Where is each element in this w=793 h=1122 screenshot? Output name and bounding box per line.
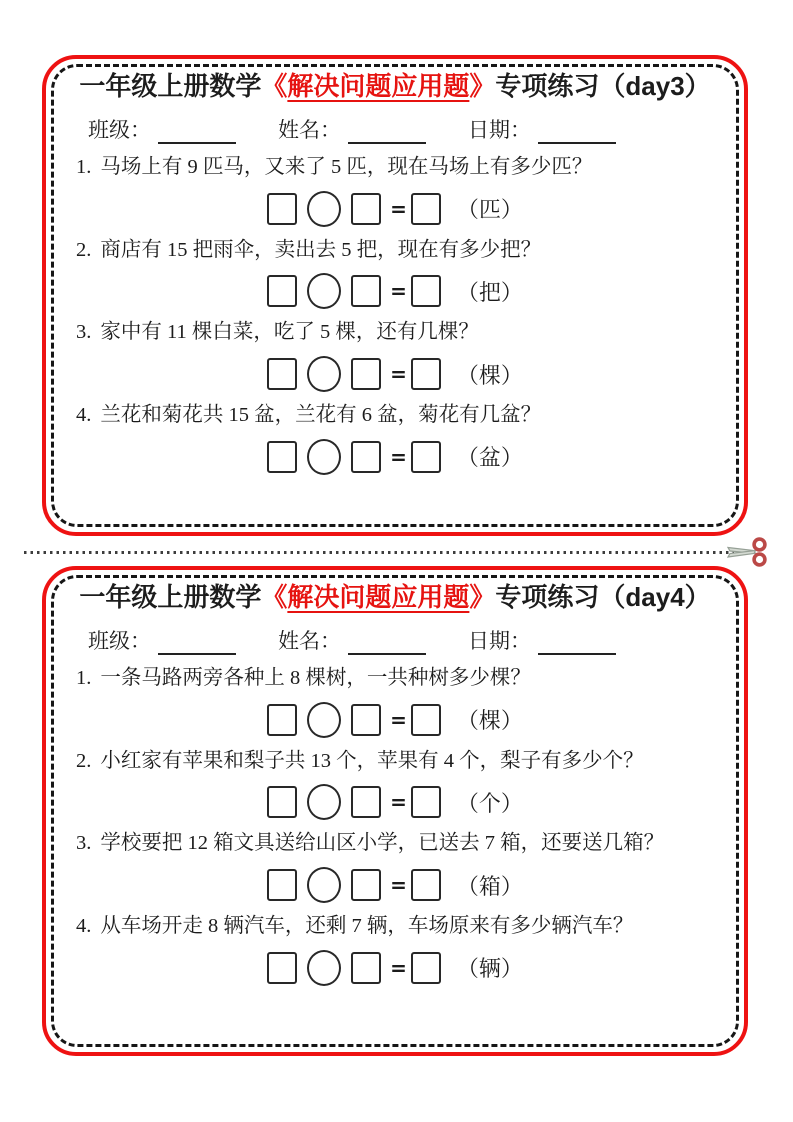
title-suffix: 专项练习（day4） — [495, 582, 711, 612]
field-name-blank — [348, 120, 426, 144]
problem-number: 4. — [76, 915, 92, 938]
answer-box-result — [411, 786, 441, 818]
problem-text: 2. 小红家有苹果和梨子共 13 个，苹果有 4 个，梨子有多少个？ — [76, 749, 644, 772]
equals-sign: = — [390, 196, 407, 221]
field-name-label: 姓名： — [278, 629, 341, 654]
equals-sign: = — [390, 955, 407, 980]
equals-sign: = — [390, 873, 407, 898]
answer-box-first — [267, 193, 297, 225]
equation-row — [70, 356, 720, 392]
answer-box-result — [411, 358, 441, 390]
unit-label: （匹） — [456, 197, 523, 223]
answer-box-second — [351, 952, 381, 984]
field-class — [88, 625, 236, 655]
problem-4 — [70, 403, 720, 475]
title-suffix: 专项练习（day3） — [495, 71, 711, 101]
problem-number: 1. — [76, 667, 92, 690]
operator-circle — [307, 273, 341, 309]
problem-2 — [70, 238, 720, 310]
field-date — [468, 114, 616, 144]
problem-text: 1. 马场上有 9 匹马，又来了 5 匹，现在马场上有多少匹？ — [76, 156, 593, 179]
problem-text: 4. 兰花和菊花共 15 盆，兰花有 6 盆，菊花有几盆？ — [76, 404, 542, 427]
title-prefix: 一年级上册数学 — [79, 582, 262, 612]
field-name — [278, 114, 426, 144]
field-date-blank — [538, 631, 616, 655]
title-highlight: 《解决问题应用题》 — [261, 71, 496, 101]
operator-circle — [307, 356, 341, 392]
answer-box-first — [267, 441, 297, 473]
unit-label: （个） — [456, 790, 523, 816]
equation-row — [70, 950, 720, 986]
answer-box-result — [411, 952, 441, 984]
field-class-blank — [158, 631, 236, 655]
title-prefix: 一年级上册数学 — [79, 71, 262, 101]
problem-text: 3. 家中有 11 棵白菜，吃了 5 棵，还有几棵？ — [76, 321, 479, 344]
operator-circle — [307, 702, 341, 738]
equation-row — [70, 702, 720, 738]
worksheet-card-day4 — [42, 566, 748, 1056]
equation-row — [70, 867, 720, 903]
cut-line — [24, 534, 771, 570]
unit-label: （把） — [456, 279, 523, 305]
answer-box-second — [351, 441, 381, 473]
unit-label: （箱） — [456, 873, 523, 899]
problem-number: 3. — [76, 321, 92, 344]
worksheet-card-day3 — [42, 55, 748, 536]
header-fields — [88, 625, 720, 655]
title-highlight: 《解决问题应用题》 — [261, 582, 496, 612]
field-class-blank — [158, 120, 236, 144]
operator-circle — [307, 950, 341, 986]
problem-4 — [70, 914, 720, 986]
field-class — [88, 114, 236, 144]
equation-row — [70, 191, 720, 227]
problem-text: 3. 学校要把 12 箱文具送给山区小学，已送去 7 箱，还要送几箱？ — [76, 832, 665, 855]
field-date-blank — [538, 120, 616, 144]
equals-sign: = — [390, 444, 407, 469]
field-name-blank — [348, 631, 426, 655]
equation-row — [70, 784, 720, 820]
problem-1 — [70, 155, 720, 227]
problem-number: 4. — [76, 404, 92, 427]
operator-circle — [307, 867, 341, 903]
scissors-icon — [727, 535, 769, 569]
header-fields — [88, 114, 720, 144]
field-name-label: 姓名： — [278, 118, 341, 143]
unit-label: （辆） — [456, 956, 523, 982]
answer-box-first — [267, 704, 297, 736]
problem-number: 2. — [76, 238, 92, 261]
answer-box-second — [351, 869, 381, 901]
problem-1 — [70, 666, 720, 738]
field-name — [278, 625, 426, 655]
operator-circle — [307, 439, 341, 475]
answer-box-first — [267, 358, 297, 390]
answer-box-second — [351, 358, 381, 390]
answer-box-result — [411, 193, 441, 225]
field-class-label: 班级： — [88, 118, 151, 143]
problem-3 — [70, 320, 720, 392]
problem-number: 3. — [76, 832, 92, 855]
equation-row — [70, 273, 720, 309]
answer-box-second — [351, 704, 381, 736]
problem-3 — [70, 831, 720, 903]
answer-box-second — [351, 193, 381, 225]
problem-number: 2. — [76, 749, 92, 772]
answer-box-first — [267, 275, 297, 307]
equals-sign: = — [390, 790, 407, 815]
answer-box-second — [351, 786, 381, 818]
field-date-label: 日期： — [468, 629, 531, 654]
equals-sign: = — [390, 707, 407, 732]
unit-label: （棵） — [456, 362, 523, 388]
equals-sign: = — [390, 279, 407, 304]
field-class-label: 班级： — [88, 629, 151, 654]
answer-box-first — [267, 786, 297, 818]
problem-text: 2. 商店有 15 把雨伞，卖出去 5 把，现在有多少把？ — [76, 238, 542, 261]
field-date-label: 日期： — [468, 118, 531, 143]
answer-box-result — [411, 869, 441, 901]
unit-label: （棵） — [456, 708, 523, 734]
dotted-cut-line — [24, 551, 734, 554]
problem-text: 4. 从车场开走 8 辆汽车，还剩 7 辆，车场原来有多少辆汽车？ — [76, 915, 634, 938]
answer-box-second — [351, 275, 381, 307]
problem-number: 1. — [76, 156, 92, 179]
card-title — [70, 582, 720, 613]
unit-label: （盆） — [456, 445, 523, 471]
card-title — [70, 71, 720, 102]
answer-box-result — [411, 704, 441, 736]
equation-row — [70, 439, 720, 475]
operator-circle — [307, 784, 341, 820]
answer-box-first — [267, 869, 297, 901]
field-date — [468, 625, 616, 655]
answer-box-first — [267, 952, 297, 984]
answer-box-result — [411, 275, 441, 307]
answer-box-result — [411, 441, 441, 473]
problem-2 — [70, 749, 720, 821]
problem-text: 1. 一条马路两旁各种上 8 棵树，一共种树多少棵？ — [76, 667, 531, 690]
operator-circle — [307, 191, 341, 227]
equals-sign: = — [390, 362, 407, 387]
